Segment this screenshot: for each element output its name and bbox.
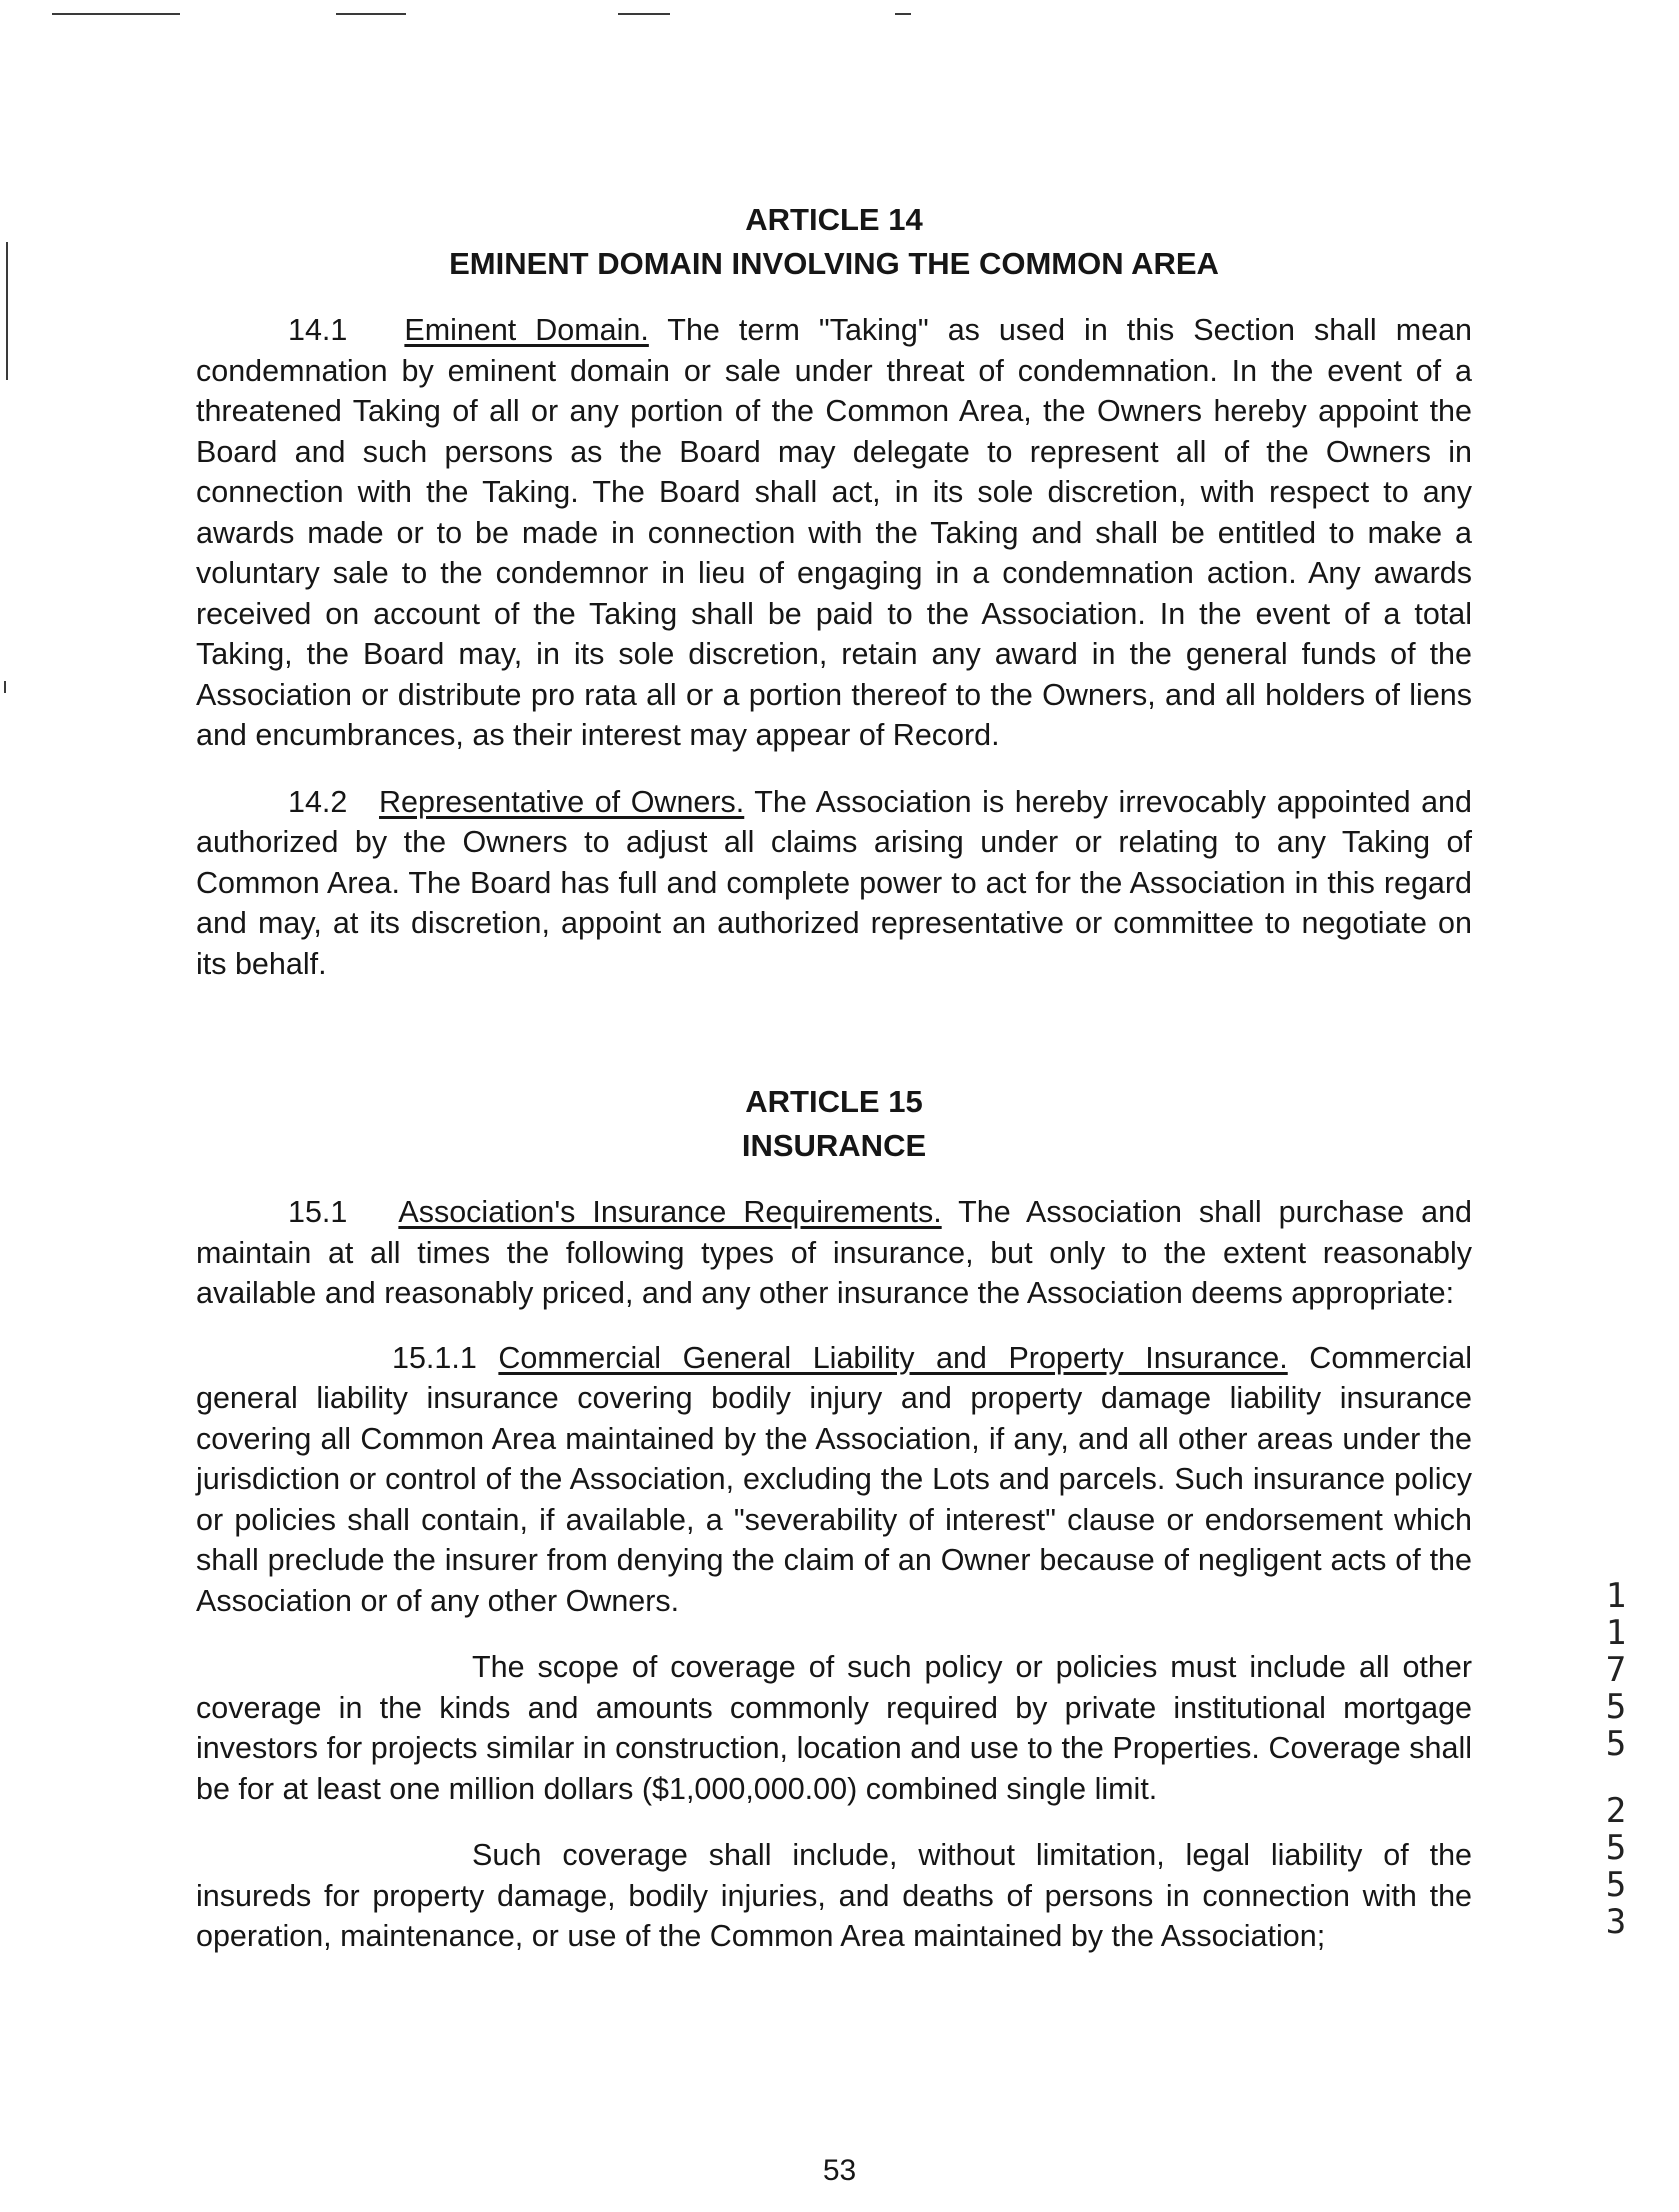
article-14-number: ARTICLE 14 [745,202,923,237]
scan-artifact-line [336,13,406,15]
article-15-title: INSURANCE [741,1128,927,1163]
scan-artifact-mark [4,681,6,693]
scan-artifact-line [618,13,670,15]
scan-artifact-line [895,13,911,15]
section-14-1-text: The term "Taking" as used in this Section shall mean condemnation by eminent domain or sale under threat of condemnation. In the event of a threatened Taking of all or any portion of the Common Area, the Owners hereby appoint the Board and such persons as the Board may delegate to represent all of the Owners in connection with the Taking. The Board shall act, in its sole discretion, with respect to any awards made or to be made in connection with the Taking and shall be entitled to make a voluntary sale to the condemnor in lieu of engaging in a condemnation action. Any awards received on account of the Taking shall be paid to the Association. In the event of a total Taking, the Board may, in its sole discretion, retain any award in the general funds of the Association or distribute pro rata all or a portion thereof to the Owners, and all holders of liens and encumbrances, as their interest may appear of Record. [196,313,1473,752]
document-page [196,198,1472,1957]
section-15-1-1-text: Commercial general liability insurance covering bodily injury and property damage liability insurance covering all Common Area maintained by the Association, if any, and all other areas under the jurisdiction or control of the Association, excluding the Lots and parcels. Such insurance policy or policies shall contain, if available, a "severability of interest" clause or endorsement which shall preclude the insurer from denying the claim of an Owner because of negligent acts of the Association or of any other Owners. [196,1340,1472,1618]
article-14-heading [196,198,1472,286]
scan-artifact-mark [6,242,8,380]
page-number: 53 [822,2154,857,2187]
article-14-title: EMINENT DOMAIN INVOLVING THE COMMON AREA [449,246,1219,281]
section-15-1-number: 15.1 [288,1195,348,1229]
section-15-1-1 [196,1338,1472,1622]
section-15-1-title: Association's Insurance Requirements. [398,1195,942,1229]
section-15-1-1-coverage-inclusions: Such coverage shall include, without limitation, legal liability of the insureds for property damage, bodily injuries, and deaths of persons in connection with the operation, maintenance, or use of the Common Area maintained by the Association; [196,1838,1472,1953]
section-14-1-title: Eminent Domain. [404,313,649,347]
recording-stamp-upper: 11755 [1605,1576,1627,1764]
section-14-2-number: 14.2 [288,784,348,819]
article-15-number: ARTICLE 15 [745,1084,923,1119]
article-15-heading [196,1080,1472,1168]
scan-artifact-line [52,13,180,15]
recording-stamp [1596,1578,1636,1941]
section-14-2-text: The Association is hereby irrevocably appointed and authorized by the Owners to adjust all claims arising under or relating to any Taking of Common Area. The Board has full and complete power to act for the Association in this regard and may, at its discretion, appoint an authorized representative or committee to negotiate on its behalf. [196,784,1472,981]
section-14-1 [196,310,1472,756]
section-15-1-text: The Association shall purchase and maintain at all times the following types of insurance, but only to the extent reasonably available and reasonably priced, and any other insurance the Association deems appropriate: [196,1195,1473,1310]
section-14-2-title: Representative of Owners. [379,784,745,819]
section-15-1 [196,1192,1472,1314]
section-15-1-1-coverage-scope: The scope of coverage of such policy or policies must include all other coverage in the kinds and amounts commonly required by private institutional mortgage investors for projects similar in construction, location and use to the Properties. Coverage shall be for at least one million dollars ($1,000,000.00) combined single limit. [196,1650,1472,1806]
recording-stamp-lower: 2553 [1605,1791,1627,1942]
section-15-1-1-number: 15.1.1 [392,1340,477,1375]
section-14-1-number: 14.1 [288,313,348,347]
section-15-1-1-title: Commercial General Liability and Property Insurance. [498,1340,1288,1375]
section-14-2 [196,782,1472,985]
